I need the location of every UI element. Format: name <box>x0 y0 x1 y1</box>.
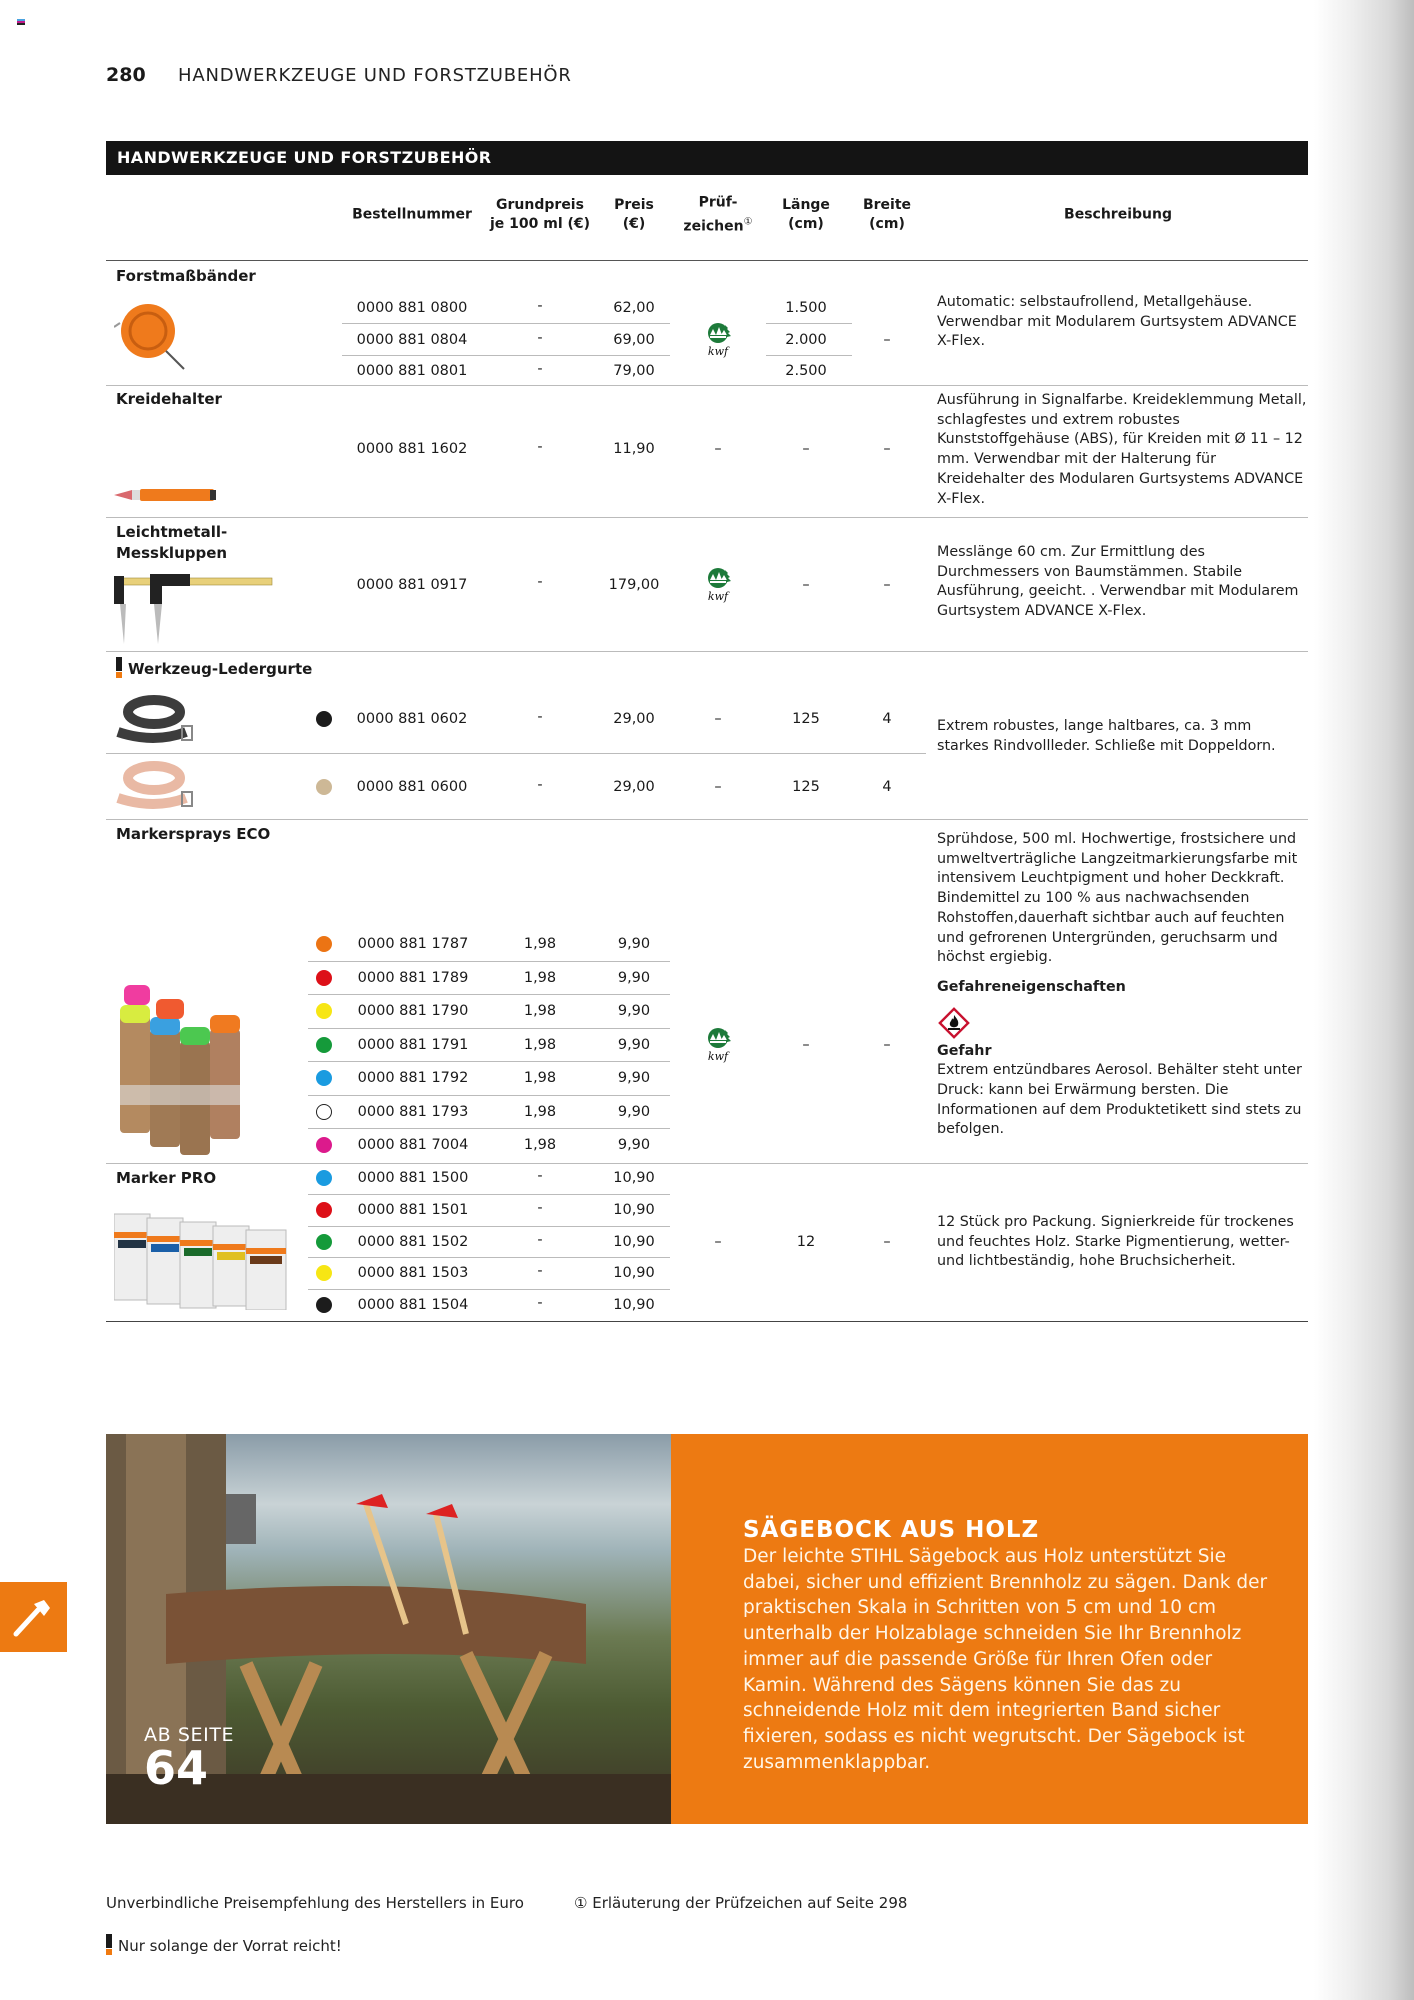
price: 9,90 <box>617 1037 651 1053</box>
length: – <box>802 441 810 457</box>
color-swatch-orange <box>316 936 332 952</box>
description: 12 Stück pro Packung. Signierkreide für trockenes und feuchtes Holz. Starke Pigmentierung, wetter- und lichtbeständig, hohe Bruchsicherheit. <box>937 1214 1294 1270</box>
stock-note-row <box>106 1934 342 1955</box>
width: 4 <box>882 779 892 795</box>
pruefzeichen: – <box>714 441 722 457</box>
col-pruefzeichen: Prüf- zeichen① <box>683 194 753 235</box>
length: 125 <box>792 711 820 727</box>
color-swatch-magenta <box>316 1137 332 1153</box>
col-laenge: Länge (cm) <box>782 197 830 232</box>
length: 2.500 <box>785 363 827 379</box>
chapter-side-tab[interactable] <box>0 1582 67 1652</box>
ab-seite-label: AB SEITE <box>144 1724 235 1746</box>
col-grundpreis: Grundpreis je 100 ml (€) <box>489 197 591 232</box>
section-title: Markersprays ECO <box>116 825 271 843</box>
pruefzeichen: – <box>714 1234 722 1250</box>
kwf-certification-icon <box>703 321 733 359</box>
table-title: HANDWERKZEUGE UND FORSTZUBEHÖR <box>106 141 1308 175</box>
page-section-title: HANDWERKZEUGE UND FORSTZUBEHÖR <box>178 65 572 86</box>
stock-note: Nur solange der Vorrat reicht! <box>118 1937 342 1955</box>
hazard-text: Extrem entzündbares Aerosol. Behälter steht unter Druck: kann bei Erwärmung bersten. Die Informationen auf dem Produktetikett sind stets zu befolgen. <box>937 1062 1302 1138</box>
description: Extrem robustes, lange haltbares, ca. 3 mm starkes Rindvollleder. Schließe mit Doppeldorn. <box>937 718 1276 754</box>
grundpreis: - <box>537 1168 543 1184</box>
chalk-holder-image <box>114 486 218 504</box>
length: – <box>802 1037 810 1053</box>
black-belt-image <box>114 692 198 748</box>
limited-stock-icon <box>106 1934 112 1954</box>
order-number: 0000 881 1500 <box>357 1170 469 1186</box>
grundpreis: 1,98 <box>523 1070 557 1086</box>
promo-banner[interactable] <box>106 1434 1308 1824</box>
price: 62,00 <box>613 300 655 316</box>
grundpreis: 1,98 <box>523 1037 557 1053</box>
order-number: 0000 881 1787 <box>357 936 469 952</box>
price: 9,90 <box>617 1003 651 1019</box>
color-swatch-red <box>316 1202 332 1218</box>
marker-pro-packs-image <box>114 1204 294 1310</box>
sawhorse-photo <box>106 1434 671 1824</box>
price: 29,00 <box>613 779 655 795</box>
grundpreis: - <box>537 1200 543 1216</box>
grundpreis: 1,98 <box>523 1137 557 1153</box>
order-number: 0000 881 0801 <box>356 363 468 379</box>
page-reference[interactable] <box>144 1724 235 1795</box>
section-title: Werkzeug-Ledergurte <box>116 657 312 680</box>
price: 69,00 <box>613 332 655 348</box>
grundpreis: - <box>537 330 543 346</box>
section-kreidehalter <box>106 386 1308 518</box>
price: 9,90 <box>617 936 651 952</box>
color-swatch-green <box>316 1234 332 1250</box>
price: 10,90 <box>613 1202 655 1218</box>
price: 179,00 <box>608 577 660 593</box>
price: 9,90 <box>617 1070 651 1086</box>
section-title: Marker PRO <box>116 1169 217 1187</box>
order-number: 0000 881 1791 <box>357 1037 469 1053</box>
color-swatch-green <box>316 1037 332 1053</box>
order-number: 0000 881 1793 <box>357 1104 469 1120</box>
price-note: Unverbindliche Preisempfehlung des Herstellers in Euro <box>106 1894 524 1912</box>
promo-text-panel <box>671 1434 1308 1824</box>
section-forstmassbaender <box>106 261 1308 386</box>
order-number: 0000 881 1504 <box>357 1297 469 1313</box>
kwf-certification-icon <box>703 1026 733 1064</box>
order-number: 0000 881 0800 <box>356 300 468 316</box>
price: 10,90 <box>613 1234 655 1250</box>
order-number: 0000 881 1501 <box>357 1202 469 1218</box>
hazard-heading: Gefahreneigenschaften <box>937 978 1126 995</box>
page-edge-shadow <box>1314 0 1414 2000</box>
grundpreis: - <box>537 439 543 455</box>
color-swatch-yellow <box>316 1003 332 1019</box>
grundpreis: 1,98 <box>523 970 557 986</box>
description: Ausführung in Signalfarbe. Kreideklemmung Metall, schlagfestes und extrem robustes Kunststoffgehäuse (ABS), für Kreiden mit Ø 11 – 12 mm. Verwendbar mit der Halterung für Kreidehalter des Modularen Gurtsystems ADVANCE X-Flex. <box>937 392 1307 507</box>
length: 125 <box>792 779 820 795</box>
price: 9,90 <box>617 1137 651 1153</box>
price: 11,90 <box>613 441 655 457</box>
color-swatch-black <box>316 711 332 727</box>
color-swatch-blue <box>316 1170 332 1186</box>
color-swatch-yellow <box>316 1265 332 1281</box>
order-number: 0000 881 7004 <box>357 1137 469 1153</box>
product-table <box>106 141 1308 1322</box>
grundpreis: - <box>537 1232 543 1248</box>
order-number: 0000 881 1503 <box>357 1265 469 1281</box>
pruefzeichen-note: ① Erläuterung der Prüfzeichen auf Seite 298 <box>574 1894 908 1912</box>
marker-spray-cans-image <box>114 985 244 1155</box>
section-title: Leichtmetall- Messkluppen <box>116 523 228 562</box>
promo-body: Der leichte STIHL Sägebock aus Holz unterstützt Sie dabei, sicher und effizient Brennholz zu sägen. Dank der praktischen Skala in Schritten von 5 cm und 10 cm unterhalb der Holzablage schneiden Sie Ihr Brennholz immer auf die passende Größe für Ihren Ofen oder Kamin. Während des Sägens können Sie das zu schneidende Holz mit dem integrierten Band sicher fixieren, sodass es nicht wegrutscht. Der Sägebock ist zusammenklappbar. <box>743 1546 1268 1773</box>
width: – <box>883 577 891 593</box>
order-number: 0000 881 1790 <box>357 1003 469 1019</box>
grundpreis: - <box>537 1263 543 1279</box>
price: 79,00 <box>613 363 655 379</box>
color-swatch-black <box>316 1297 332 1313</box>
order-number: 0000 881 1789 <box>357 970 469 986</box>
natural-belt-image <box>114 758 198 814</box>
page-number: 280 <box>106 64 146 86</box>
col-bestellnummer: Bestellnummer <box>352 206 472 223</box>
section-messkluppen <box>106 518 1308 652</box>
width: 4 <box>882 711 892 727</box>
pruefzeichen: – <box>714 711 722 727</box>
kwf-certification-icon <box>703 566 733 604</box>
limited-stock-icon <box>116 657 122 677</box>
grundpreis: - <box>537 709 543 725</box>
width: – <box>883 1037 891 1053</box>
width: – <box>883 441 891 457</box>
hazard-signal-word: Gefahr <box>937 1042 992 1059</box>
price: 10,90 <box>613 1297 655 1313</box>
order-number: 0000 881 1602 <box>356 441 468 457</box>
flame-pictogram-icon <box>937 1006 971 1040</box>
section-title: Kreidehalter <box>116 390 222 408</box>
order-number: 0000 881 1502 <box>357 1234 469 1250</box>
print-registration-mark <box>17 19 25 26</box>
color-swatch-red <box>316 970 332 986</box>
caliper-image <box>114 574 274 646</box>
grundpreis: 1,98 <box>523 1104 557 1120</box>
grundpreis: - <box>537 574 543 590</box>
color-swatch-natural <box>316 779 332 795</box>
price: 9,90 <box>617 970 651 986</box>
col-breite: Breite (cm) <box>862 197 912 232</box>
grundpreis: - <box>537 298 543 314</box>
table-header <box>106 175 1308 261</box>
price: 29,00 <box>613 711 655 727</box>
grundpreis: 1,98 <box>523 936 557 952</box>
grundpreis: - <box>537 777 543 793</box>
pruefzeichen: – <box>714 779 722 795</box>
page-header <box>106 64 572 86</box>
order-number: 0000 881 0602 <box>356 711 468 727</box>
length: 1.500 <box>785 300 827 316</box>
price: 10,90 <box>613 1265 655 1281</box>
price: 10,90 <box>613 1170 655 1186</box>
description: Automatic: selbstaufrollend, Metallgehäuse. Verwendbar mit Modularem Gurtsystem ADVANCE X-Flex. <box>937 294 1297 350</box>
section-markersprays <box>106 820 1308 1164</box>
order-number: 0000 881 0804 <box>356 332 468 348</box>
ab-seite-number: 64 <box>144 1741 209 1795</box>
description: Sprühdose, 500 ml. Hochwertige, frostsichere und umweltverträgliche Langzeitmarkierungsfarbe mit intensivem Leuchtpigment und hoher Deckkraft. Bindemittel zu 100 % aus nachwachsenden Rohstoffen,dauerhaft sichtbar auch auf feuchten und gefrorenen Untergründen, geruchsarm und höchst ergiebig. Gefahreneigenschaften Gefahr Extrem entzündbares Aerosol. Behälter steht unter Druck: kann bei Erwärmung bersten. Die Informationen auf dem Produktetikett sind stets zu befolgen. <box>937 830 1307 1140</box>
col-beschreibung: Beschreibung <box>1064 206 1172 223</box>
col-preis: Preis (€) <box>614 197 654 232</box>
width: – <box>883 332 891 348</box>
color-swatch-blue <box>316 1070 332 1086</box>
grundpreis: 1,98 <box>523 1003 557 1019</box>
description: Messlänge 60 cm. Zur Ermittlung des Durchmessers von Baumstämmen. Stabile Ausführung, geeicht. . Verwendbar mit Modularem Gurtsystem ADVANCE X-Flex. <box>937 544 1299 620</box>
promo-title: SÄGEBOCK AUS HOLZ <box>743 1517 1040 1543</box>
price: 9,90 <box>617 1104 651 1120</box>
length: 2.000 <box>785 332 827 348</box>
grundpreis: - <box>537 361 543 377</box>
length: – <box>802 577 810 593</box>
length: 12 <box>796 1234 816 1250</box>
tape-measure-image <box>114 299 200 375</box>
section-ledergurte <box>106 652 1308 820</box>
order-number: 0000 881 0600 <box>356 779 468 795</box>
section-title: Forstmaßbänder <box>116 267 256 285</box>
section-marker-pro <box>106 1164 1308 1322</box>
color-swatch-white <box>316 1104 332 1120</box>
width: – <box>883 1234 891 1250</box>
order-number: 0000 881 0917 <box>356 577 468 593</box>
axe-icon <box>0 1582 67 1652</box>
grundpreis: - <box>537 1295 543 1311</box>
order-number: 0000 881 1792 <box>357 1070 469 1086</box>
